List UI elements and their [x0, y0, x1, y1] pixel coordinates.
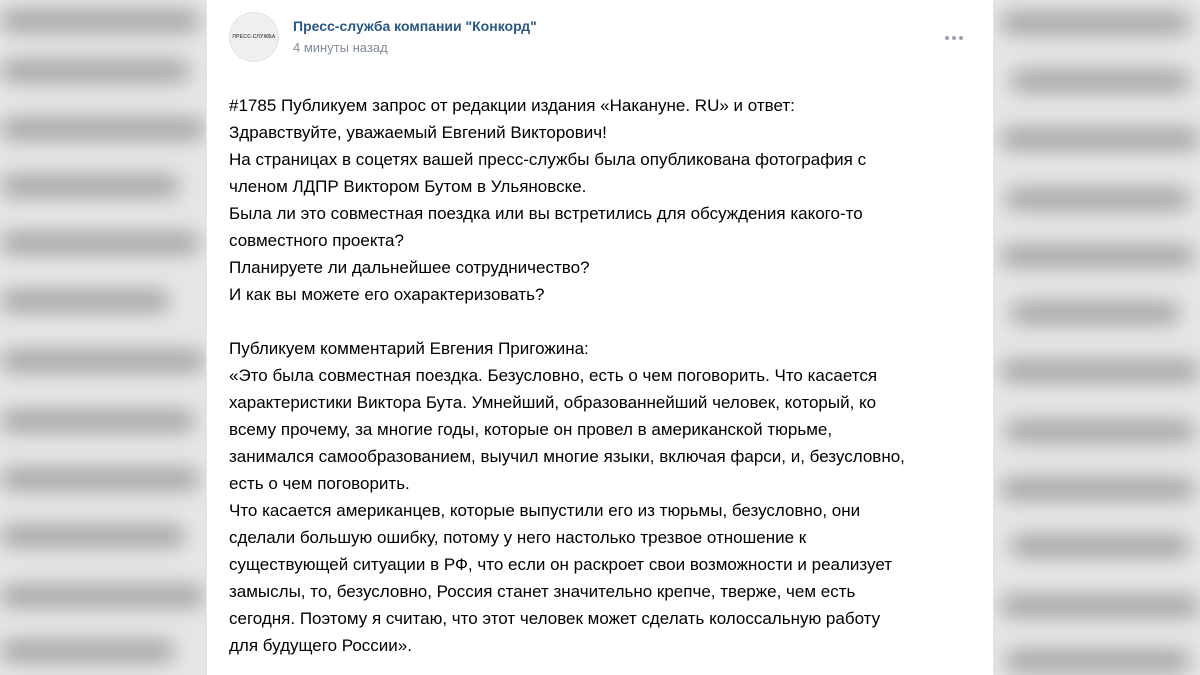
post-text-line: Здравствуйте, уважаемый Евгений Викторович!	[229, 123, 607, 142]
author-avatar[interactable]	[229, 12, 279, 62]
post-text-line: есть о чем поговорить.	[229, 474, 410, 493]
post-text-line: всему прочему, за многие годы, которые он провел в американской тюрьме,	[229, 420, 833, 439]
post-header	[229, 12, 971, 64]
post-text-line: Планируете ли дальнейшее сотрудничество?	[229, 258, 590, 277]
post-text-line: существующей ситуации в РФ, что если он раскроет свои возможности и реализует	[229, 555, 892, 574]
author-name-link[interactable]: Пресс-служба компании "Конкорд"	[293, 18, 537, 34]
post-text-line: И как вы можете его охарактеризовать?	[229, 285, 545, 304]
post-text-line: На страницах в соцетях вашей пресс-службы была опубликована фотография с	[229, 150, 867, 169]
post-text-line: замыслы, то, безусловно, Россия станет значительно крепче, тверже, чем есть	[229, 582, 856, 601]
post-text-line: сделали большую ошибку, потому у него настолько трезвое отношение к	[229, 528, 807, 547]
post-text-line: для будущего России».	[229, 636, 412, 655]
post-text-line: Что касается американцев, которые выпустили его из тюрьмы, безусловно, они	[229, 501, 861, 520]
post-text-line: членом ЛДПР Виктором Бутом в Ульяновске.	[229, 177, 587, 196]
post-card	[207, 0, 993, 675]
post-text-line: совместного проекта?	[229, 231, 404, 250]
post-more-button[interactable]	[943, 30, 965, 46]
post-text-line: характеристики Виктора Бута. Умнейший, образованнейший человек, который, ко	[229, 393, 877, 412]
avatar-label: ПРЕСС-СЛУЖБА	[232, 34, 276, 40]
post-timestamp-link[interactable]: 4 минуты назад	[293, 40, 388, 55]
post-text-line: сегодня. Поэтому я считаю, что этот человек может сделать колоссальную работу	[229, 609, 881, 628]
post-text-line: #1785 Публикуем запрос от редакции издания «Накануне. RU» и ответ:	[229, 96, 795, 115]
more-horizontal-icon	[945, 36, 963, 40]
post-text-line: Была ли это совместная поездка или вы встретились для обсуждения какого-то	[229, 204, 863, 223]
post-text-line: занимался самообразованием, выучил многие языки, включая фарси, и, безусловно,	[229, 447, 905, 466]
post-text	[229, 92, 974, 659]
post-text-line: «Это была совместная поездка. Безусловно, есть о чем поговорить. Что касается	[229, 366, 878, 385]
paragraph-gap	[229, 308, 974, 335]
post-text-line: Публикуем комментарий Евгения Пригожина:	[229, 339, 589, 358]
